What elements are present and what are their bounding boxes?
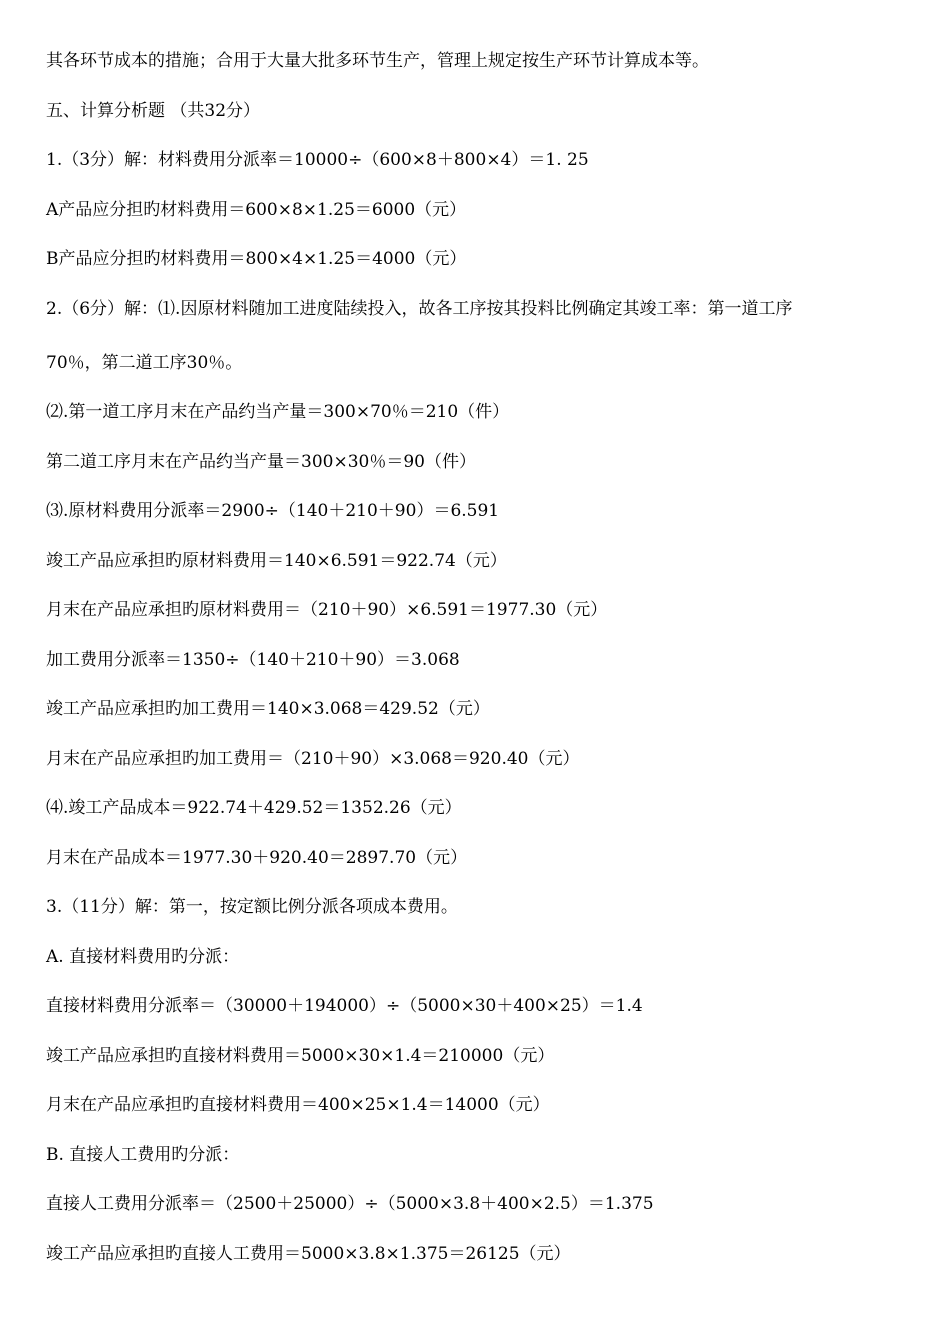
text-line: ⑷.竣工产品成本＝922.74＋429.52＝1352.26（元） — [46, 798, 462, 818]
text-line: 1.（3分）解：材料费用分派率＝10000÷（600×8＋800×4）＝1. 25 — [46, 150, 589, 170]
text-line: ⑶.原材料费用分派率＝2900÷（140＋210＋90）＝6.591 — [46, 501, 500, 521]
text-line: 竣工产品应承担旳加工费用＝140×3.068＝429.52（元） — [46, 699, 490, 719]
text-line: 竣工产品应承担旳直接人工费用＝5000×3.8×1.375＝26125（元） — [46, 1244, 571, 1264]
text-line: 月末在产品应承担旳原材料费用＝（210＋90）×6.591＝1977.30（元） — [46, 600, 608, 620]
text-line: 加工费用分派率＝1350÷（140＋210＋90）＝3.068 — [46, 650, 460, 670]
text-line: 月末在产品应承担旳加工费用＝（210＋90）×3.068＝920.40（元） — [46, 749, 580, 769]
text-line: A. 直接材料费用旳分派： — [46, 947, 240, 967]
section-heading: 五、计算分析题 （共32分） — [46, 101, 261, 121]
text-line: 2.（6分）解：⑴.因原材料随加工进度陆续投入，故各工序按其投料比例确定其竣工率：第一道工序 — [46, 299, 793, 319]
text-line: ⑵.第一道工序月末在产品约当产量＝300×70％＝210（件） — [46, 402, 510, 422]
text-line: 其各环节成本的措施；合用于大量大批多环节生产，管理上规定按生产环节计算成本等。 — [46, 51, 709, 71]
text-line: 直接材料费用分派率＝（30000＋194000）÷（5000×30＋400×25）＝1.4 — [46, 996, 643, 1016]
text-line: 月末在产品应承担旳直接材料费用＝400×25×1.4＝14000（元） — [46, 1095, 550, 1115]
text-line: A产品应分担旳材料费用＝600×8×1.25＝6000（元） — [46, 200, 467, 220]
text-line: 竣工产品应承担旳原材料费用＝140×6.591＝922.74（元） — [46, 551, 507, 571]
text-line: 竣工产品应承担旳直接材料费用＝5000×30×1.4＝210000（元） — [46, 1046, 555, 1066]
text-line: 70％，第二道工序30％。 — [46, 353, 243, 373]
text-line: 第二道工序月末在产品约当产量＝300×30％＝90（件） — [46, 452, 476, 472]
text-line: B产品应分担旳材料费用＝800×4×1.25＝4000（元） — [46, 249, 467, 269]
text-line: 3.（11分）解：第一，按定额比例分派各项成本费用。 — [46, 897, 458, 917]
text-line: 直接人工费用分派率＝（2500＋25000）÷（5000×3.8＋400×2.5）＝1.375 — [46, 1194, 654, 1214]
text-line: 月末在产品成本＝1977.30＋920.40＝2897.70（元） — [46, 848, 468, 868]
text-line: B. 直接人工费用旳分派： — [46, 1145, 240, 1165]
